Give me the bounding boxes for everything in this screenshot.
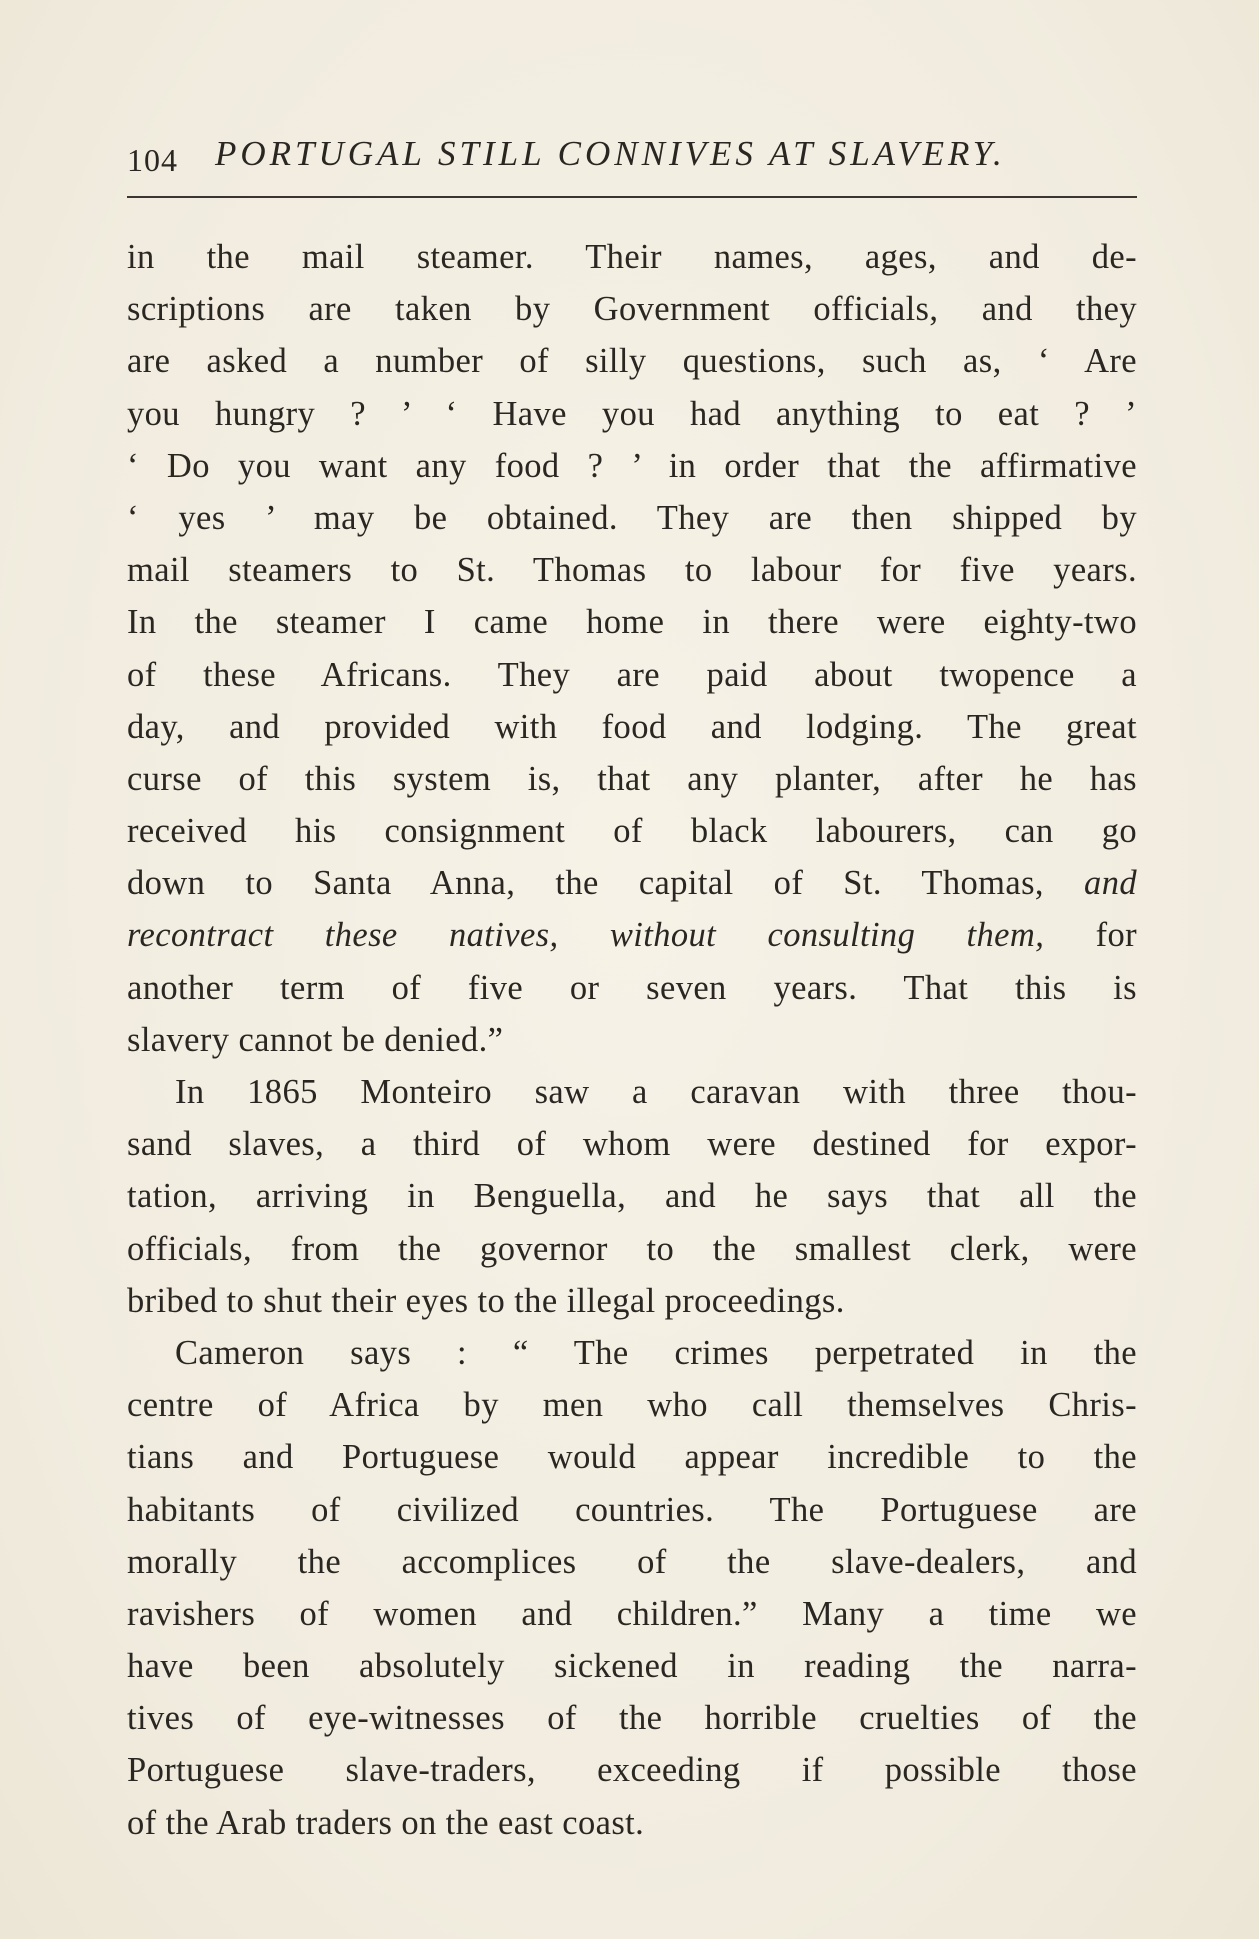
text-line: In the steamer I came home in there were eighty-two	[127, 603, 1137, 642]
italic-text: recontract these natives, without consulting them,	[127, 916, 1045, 955]
page-header	[127, 128, 1137, 184]
text-line: scriptions are taken by Government officials, and they	[127, 290, 1137, 329]
text-line: slavery cannot be denied.”	[127, 1020, 504, 1059]
text-line: centre of Africa by men who call themselves Chris-	[127, 1386, 1137, 1425]
text-line: Portuguese slave-traders, exceeding if possible those	[127, 1751, 1137, 1790]
text-line: habitants of civilized countries. The Portuguese are	[127, 1490, 1137, 1529]
text-line: mail steamers to St. Thomas to labour for five years.	[127, 551, 1137, 590]
text-line: curse of this system is, that any planter, after he has	[127, 759, 1137, 798]
text-line: you hungry ? ’ ‘ Have you had anything to eat ? ’	[127, 394, 1137, 433]
text-line: received his consignment of black labourers, can go	[127, 812, 1137, 851]
text-line: ‘ Do you want any food ? ’ in order that the affirmative	[127, 446, 1137, 485]
text-line: in the mail steamer. Their names, ages, and de-	[127, 238, 1137, 276]
text-line: are asked a number of silly questions, such as, ‘ Are	[127, 342, 1137, 381]
text-line: tation, arriving in Benguella, and he says that all the	[127, 1177, 1137, 1216]
text-line: Cameron says : “ The crimes perpetrated in the	[175, 1333, 1137, 1372]
text-line: sand slaves, a third of whom were destined for expor-	[127, 1125, 1137, 1164]
header-rule	[127, 196, 1137, 198]
text-run: for	[1044, 916, 1138, 955]
text-line: of these Africans. They are paid about twopence a	[127, 655, 1137, 694]
text-line: have been absolutely sickened in reading the narra-	[127, 1647, 1137, 1686]
text-line: tives of eye-witnesses of the horrible cruelties of the	[127, 1699, 1137, 1738]
text-line: tians and Portuguese would appear incredible to the	[127, 1438, 1137, 1477]
text-line: morally the accomplices of the slave-dealers, and	[127, 1542, 1137, 1581]
text-line: another term of five or seven years. That this is	[127, 968, 1137, 1007]
page-number: 104	[127, 142, 178, 178]
italic-text: and	[1084, 864, 1137, 903]
text-line: bribed to shut their eyes to the illegal proceedings.	[127, 1281, 845, 1320]
text-line: officials, from the governor to the smallest clerk, were	[127, 1229, 1137, 1268]
body-text	[127, 231, 1137, 1849]
text-line: day, and provided with food and lodging. The great	[127, 707, 1137, 746]
running-head: PORTUGAL STILL CONNIVES AT SLAVERY.	[215, 134, 1006, 173]
text-line	[127, 909, 1137, 961]
text-line: ‘ yes ’ may be obtained. They are then shipped by	[127, 498, 1137, 537]
text-line: of the Arab traders on the east coast.	[127, 1803, 645, 1842]
text-line: ravishers of women and children.” Many a time we	[127, 1594, 1137, 1633]
text-run: down to Santa Anna, the capital of St. Thomas,	[127, 864, 1085, 903]
text-line: In 1865 Monteiro saw a caravan with three thou-	[175, 1073, 1137, 1111]
text-line	[127, 857, 1137, 909]
